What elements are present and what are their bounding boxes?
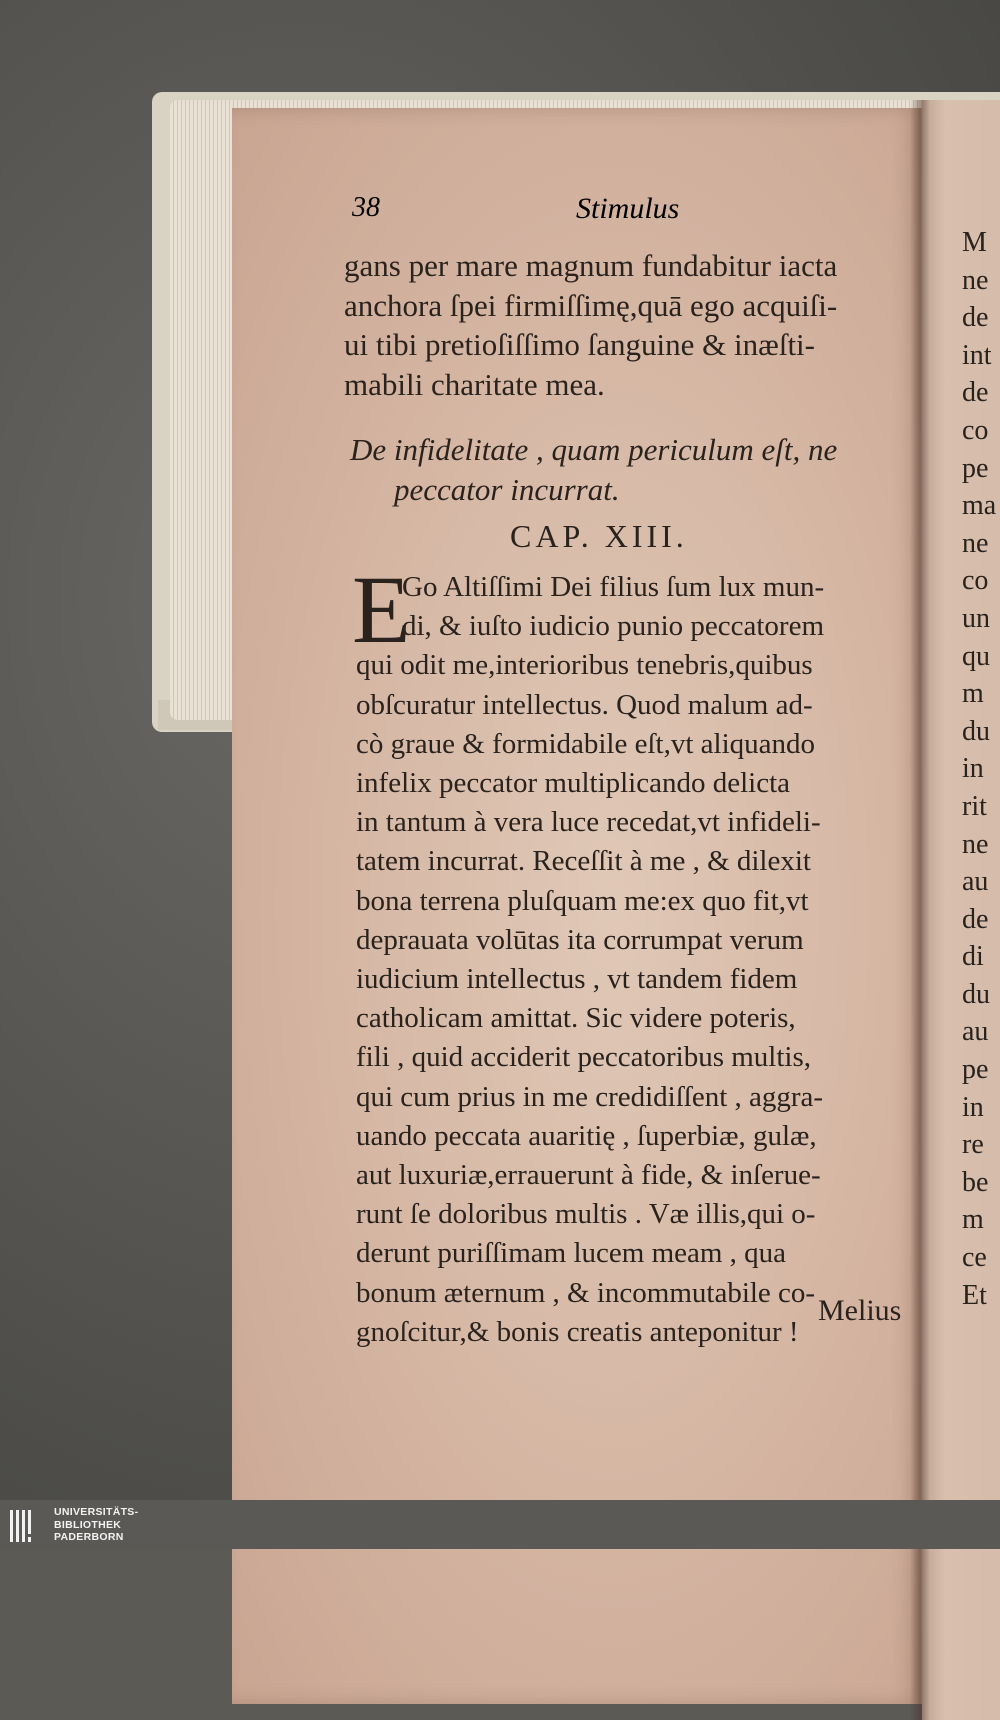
fragment-line: Et: [962, 1279, 987, 1311]
heading-line: peccator incurrat.: [394, 472, 620, 507]
facing-page-fragments: [962, 224, 1000, 1314]
running-head: Stimulus: [576, 192, 680, 225]
fragment-line: in: [962, 753, 984, 785]
chapter-label: CAP. XIII.: [510, 518, 688, 554]
text-line: gans per mare magnum fundabitur iacta: [344, 248, 838, 283]
fragment-line: au: [962, 1016, 989, 1048]
fragment-line: be: [962, 1166, 989, 1198]
fragment-line: ne: [962, 828, 989, 860]
text-line: catholicam amittat. Sic videre poteris,: [356, 1002, 796, 1035]
page-number: 38: [352, 192, 380, 223]
fragment-line: in: [962, 1091, 984, 1123]
text-line: deprauata volūtas ita corrumpat verum: [356, 923, 804, 956]
logo-line: BIBLIOTHEK: [54, 1518, 122, 1531]
fragment-line: int: [962, 339, 992, 371]
fragment-line: M: [962, 227, 987, 258]
text-line: cò graue & formidabile eſt,vt aliquando: [356, 727, 816, 760]
text-line: ui tibi pretioſiſſimo ſanguine & inæſti-: [344, 327, 815, 362]
fragment-line: ne: [962, 264, 989, 296]
fragment-line: co: [962, 565, 989, 597]
fragment-line: m: [962, 678, 984, 710]
text-line: bonum æternum , & incommutabile co-: [356, 1276, 816, 1309]
text-line: gnoſcitur,& bonis creatis anteponitur !: [356, 1315, 799, 1348]
text-line: runt ſe doloribus multis . Væ illis,qui o-: [356, 1198, 816, 1231]
fragment-line: du: [962, 715, 990, 747]
text-line: di, & iuſto iudicio punio peccatorem: [402, 610, 825, 643]
logo-line: PADERBORN: [54, 1531, 124, 1543]
text-line: infelix peccator multiplicando delicta: [356, 767, 791, 800]
text-line: uando peccata auaritię , ſuperbiæ, gulæ,: [356, 1119, 817, 1152]
text-line: anchora ſpei firmiſſimę,quā ego acquiſi-: [344, 287, 838, 323]
logo-line: UNIVERSITÄTS-: [54, 1506, 139, 1518]
text-line: bona terrena pluſquam me:ex quo fit,vt: [356, 884, 809, 917]
fragment-line: un: [962, 602, 990, 634]
fragment-line: co: [962, 414, 989, 446]
drop-cap: E: [352, 556, 411, 663]
fragment-line: ma: [962, 490, 997, 522]
fragment-line: m: [962, 1204, 984, 1236]
text-line: aut luxuriæ,errauerunt à fide, & inſerue-: [356, 1159, 821, 1192]
fragment-line: de: [962, 377, 989, 409]
text-line: obſcuratur intellectus. Quod malum ad-: [356, 688, 813, 721]
library-logo-text: [54, 1506, 138, 1544]
fragment-line: ne: [962, 527, 989, 559]
library-logo-bars-icon: [8, 1508, 48, 1544]
catchword: Melius: [818, 1294, 902, 1327]
fragment-line: ce: [962, 1242, 987, 1274]
fragment-line: du: [962, 978, 990, 1010]
text-line: qui cum prius in me credidiſſent , aggra-: [356, 1080, 824, 1113]
fragment-line: pe: [962, 1054, 989, 1086]
fragment-line: qu: [962, 640, 990, 672]
text-line: fili , quid acciderit peccatoribus multis,: [356, 1041, 812, 1074]
continuation-text: [344, 246, 910, 404]
fragment-line: de: [962, 903, 989, 935]
text-line: tatem incurrat. Receſſit à me , & dilexit: [356, 845, 811, 878]
text-line: iudicium intellectus , vt tandem fidem: [356, 963, 798, 996]
fragment-line: rit: [962, 790, 987, 822]
fragment-line: de: [962, 302, 989, 334]
text-line: mabili charitate mea.: [344, 366, 605, 402]
chapter-heading: [350, 430, 910, 510]
text-line: in tantum à vera luce recedat,vt infideli-: [356, 806, 821, 839]
chapter-body: [356, 568, 912, 1352]
text-line: qui odit me,interioribus tenebris,quibus: [356, 649, 813, 682]
fragment-line: pe: [962, 452, 989, 484]
text-line: derunt puriſſimam lucem meam , qua: [356, 1237, 787, 1270]
page-header: [352, 192, 912, 236]
fragment-line: au: [962, 866, 989, 898]
text-line: Go Altiſſimi Dei filius ſum lux mun-: [402, 571, 825, 603]
fragment-line: re: [962, 1129, 984, 1161]
footer-bar: [0, 1500, 1000, 1549]
fragment-line: di: [962, 941, 984, 973]
heading-line: De infidelitate , quam periculum eſt, ne: [350, 432, 838, 467]
book-gutter: [910, 100, 930, 1720]
